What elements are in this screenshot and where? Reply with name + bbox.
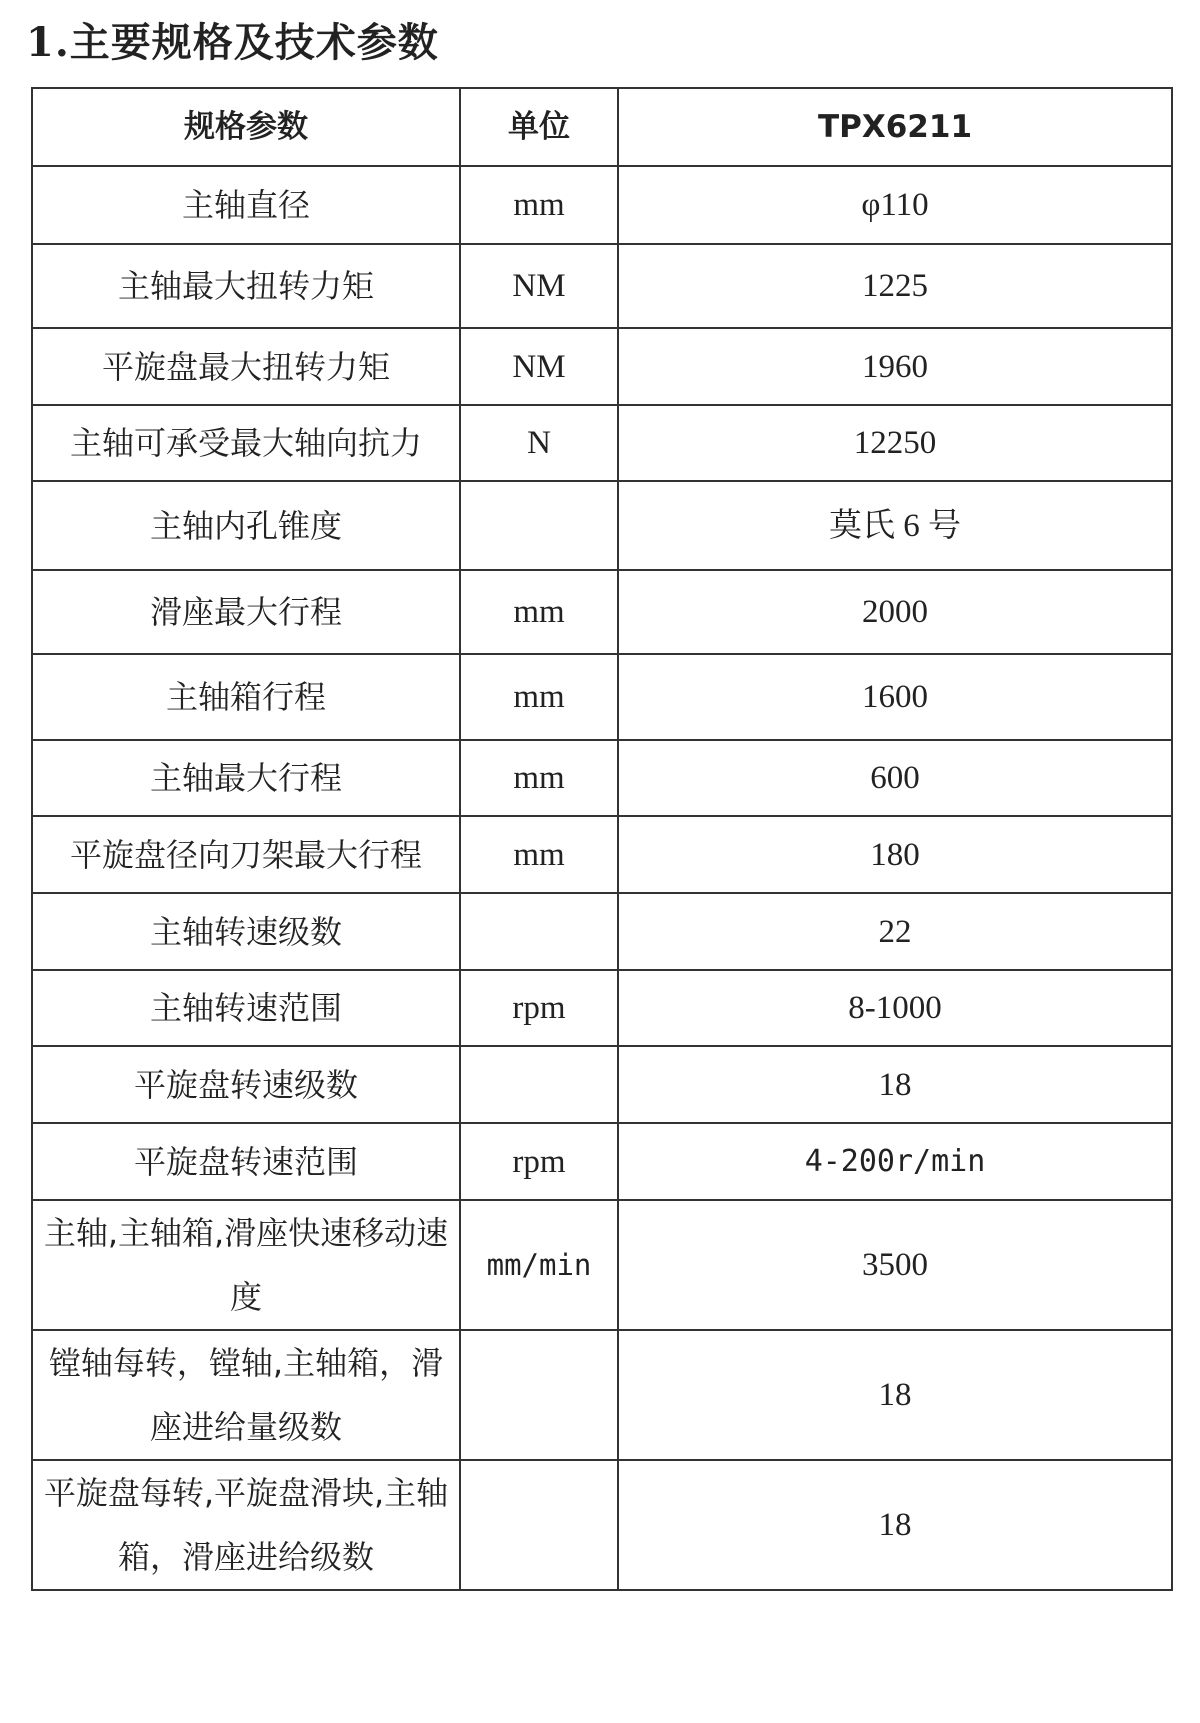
param-cell: 主轴可承受最大轴向抗力 — [32, 405, 460, 481]
param-cell — [32, 1200, 460, 1330]
unit-cell: mm — [460, 570, 618, 654]
table-row — [32, 816, 1172, 893]
unit-cell — [460, 1460, 618, 1590]
header-model: TPX6211 — [618, 88, 1172, 166]
table-row — [32, 405, 1172, 481]
table-row — [32, 166, 1172, 244]
value-cell: 22 — [618, 893, 1172, 970]
unit-cell: mm — [460, 740, 618, 816]
table-row — [32, 481, 1172, 570]
param-cell: 平旋盘转速范围 — [32, 1123, 460, 1200]
table-row — [32, 1330, 1172, 1460]
param-cell: 主轴箱行程 — [32, 654, 460, 740]
value-cell: 2000 — [618, 570, 1172, 654]
unit-cell: mm — [460, 654, 618, 740]
param-text: 主轴,主轴箱,滑座快速移动速度 — [43, 1214, 449, 1316]
table-row — [32, 740, 1172, 816]
param-cell — [32, 1460, 460, 1590]
unit-cell: NM — [460, 328, 618, 405]
table-header-row — [32, 88, 1172, 166]
table-row — [32, 244, 1172, 328]
unit-cell: mm — [460, 166, 618, 244]
table-row — [32, 1460, 1172, 1590]
param-cell: 主轴最大行程 — [32, 740, 460, 816]
page-title: 1.主要规格及技术参数 — [26, 19, 439, 66]
value-cell: 1960 — [618, 328, 1172, 405]
value-cell: 莫氏 6 号 — [618, 481, 1172, 570]
table-row — [32, 570, 1172, 654]
table-row — [32, 893, 1172, 970]
header-unit: 单位 — [460, 88, 618, 166]
param-cell: 主轴直径 — [32, 166, 460, 244]
unit-cell: NM — [460, 244, 618, 328]
value-cell: 18 — [618, 1460, 1172, 1590]
value-cell: 180 — [618, 816, 1172, 893]
unit-cell: rpm — [460, 1123, 618, 1200]
param-cell — [32, 1330, 460, 1460]
value-cell: 600 — [618, 740, 1172, 816]
unit-cell — [460, 1046, 618, 1123]
unit-cell: N — [460, 405, 618, 481]
unit-cell — [460, 893, 618, 970]
unit-cell: mm/min — [460, 1200, 618, 1330]
unit-cell: rpm — [460, 970, 618, 1046]
param-cell: 滑座最大行程 — [32, 570, 460, 654]
unit-cell — [460, 481, 618, 570]
table-row — [32, 1200, 1172, 1330]
param-cell: 平旋盘转速级数 — [32, 1046, 460, 1123]
value-cell: 18 — [618, 1046, 1172, 1123]
value-cell: 1600 — [618, 654, 1172, 740]
value-cell: 3500 — [618, 1200, 1172, 1330]
param-cell: 平旋盘径向刀架最大行程 — [32, 816, 460, 893]
value-cell: 1225 — [618, 244, 1172, 328]
param-cell: 主轴内孔锥度 — [32, 481, 460, 570]
spec-table — [31, 87, 1173, 1591]
value-cell: 4-200r/min — [618, 1123, 1172, 1200]
value-cell: φ110 — [618, 166, 1172, 244]
header-param: 规格参数 — [32, 88, 460, 166]
table-row — [32, 1046, 1172, 1123]
value-cell: 18 — [618, 1330, 1172, 1460]
param-text: 平旋盘每转,平旋盘滑块,主轴箱，滑座进给级数 — [43, 1474, 449, 1576]
table-row — [32, 970, 1172, 1046]
table-row — [32, 328, 1172, 405]
unit-cell — [460, 1330, 618, 1460]
param-text: 镗轴每转，镗轴,主轴箱，滑座进给量级数 — [48, 1344, 444, 1446]
value-cell: 8-1000 — [618, 970, 1172, 1046]
table-row — [32, 654, 1172, 740]
param-cell: 主轴转速范围 — [32, 970, 460, 1046]
param-cell: 主轴转速级数 — [32, 893, 460, 970]
value-cell: 12250 — [618, 405, 1172, 481]
param-cell: 平旋盘最大扭转力矩 — [32, 328, 460, 405]
table-row — [32, 1123, 1172, 1200]
param-cell: 主轴最大扭转力矩 — [32, 244, 460, 328]
unit-cell: mm — [460, 816, 618, 893]
